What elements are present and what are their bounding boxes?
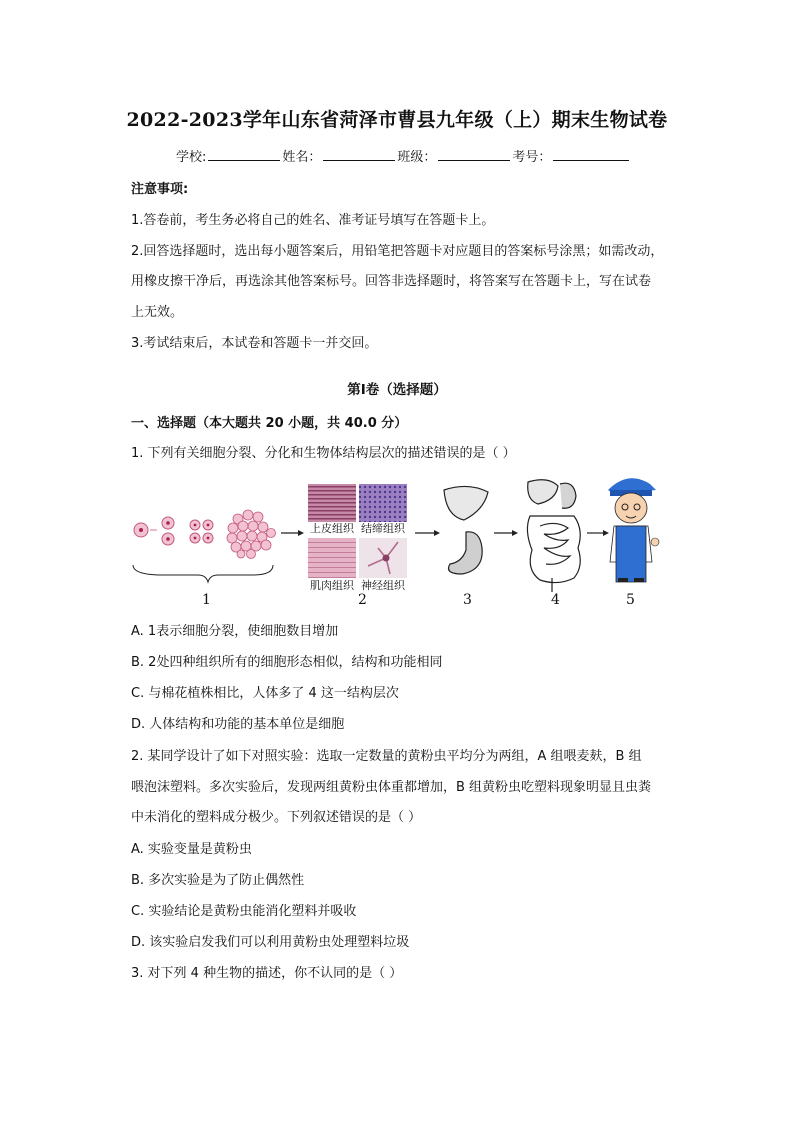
note-line: 上无效。	[131, 305, 184, 320]
connective-tissue-image	[359, 484, 407, 522]
figure-label-2: 2	[358, 592, 367, 608]
question-2-stem-line: 2. 某同学设计了如下对照实验：选取一定数量的黄粉虫平均分为两组，A 组喂麦麸，B 组	[131, 749, 642, 764]
cell-division-icon	[134, 510, 276, 559]
class-blank[interactable]	[438, 148, 510, 161]
brace-icon	[133, 565, 273, 582]
note-line: 2.回答选择题时，选出每小题答案后，用铅笔把答题卡对应题目的答案标号涂黑；如需改动，	[131, 244, 664, 259]
question-2-option-d: D. 该实验启发我们可以利用黄粉虫处理塑料垃圾	[131, 935, 410, 950]
page-title: 2022-2023学年山东省菏泽市曹县九年级（上）期末生物试卷	[126, 109, 668, 131]
notes-heading: 注意事项:	[131, 182, 189, 197]
muscle-tissue-image	[308, 538, 356, 578]
question-1-option-b: B. 2处四种组织所有的细胞形态相似，结构和功能相同	[131, 655, 443, 670]
epithelial-tissue-image	[308, 484, 356, 522]
exam-no-blank[interactable]	[553, 148, 629, 161]
school-label: 学校:	[176, 150, 207, 165]
question-1-option-d: D. 人体结构和功能的基本单位是细胞	[131, 717, 345, 732]
question-2-stem-line: 中未消化的塑料成分极少。下列叙述错误的是（ ）	[131, 810, 422, 825]
figure-label-4: 4	[551, 592, 560, 608]
note-line: 用橡皮擦干净后，再选涂其他答案标号。回答非选择题时，将答案写在答题卡上，写在试卷	[131, 274, 652, 289]
tissue-label-nerve: 神经组织	[361, 579, 405, 592]
school-blank[interactable]	[208, 148, 280, 161]
question-1-option-c: C. 与棉花植株相比，人体多了 4 这一结构层次	[131, 686, 399, 701]
part-heading: 一、选择题（本大题共 20 小题，共 40.0 分）	[131, 416, 408, 431]
organ-icon	[444, 486, 488, 574]
exam-no-label: 考号：	[512, 150, 552, 165]
class-label: 班级：	[397, 150, 437, 165]
name-label: 姓名：	[282, 150, 322, 165]
question-2-option-a: A. 实验变量是黄粉虫	[131, 842, 252, 857]
note-line: 1.答卷前，考生务必将自己的姓名、准考证号填写在答题卡上。	[131, 213, 495, 228]
question-2-option-b: B. 多次实验是为了防止偶然性	[131, 873, 305, 888]
figure-label-1: 1	[202, 592, 211, 608]
figure-label-3: 3	[463, 592, 472, 608]
name-blank[interactable]	[323, 148, 395, 161]
question-1-figure	[128, 470, 668, 610]
tissue-label-muscle: 肌肉组织	[310, 579, 354, 592]
figure-label-5: 5	[626, 592, 635, 608]
question-1-stem: 1. 下列有关细胞分裂、分化和生物体结构层次的描述错误的是（ ）	[131, 446, 516, 461]
tissue-label-connective: 结缔组织	[361, 522, 405, 535]
question-3-stem: 3. 对下列 4 种生物的描述，你不认同的是（ ）	[131, 966, 403, 981]
digestive-system-icon	[527, 480, 580, 592]
tissue-label-epithelial: 上皮组织	[310, 522, 354, 535]
question-2-stem-line: 喂泡沫塑料。多次实验后，发现两组黄粉虫体重都增加，B 组黄粉虫吃塑料现象明显且虫粪	[131, 780, 652, 795]
question-2-option-c: C. 实验结论是黄粉虫能消化塑料并吸收	[131, 904, 357, 919]
note-line: 3.考试结束后，本试卷和答题卡一并交回。	[131, 336, 378, 351]
section-title: 第Ⅰ卷（选择题）	[347, 382, 447, 398]
question-1-option-a: A. 1表示细胞分裂，使细胞数目增加	[131, 624, 339, 639]
student-info-row	[176, 146, 631, 165]
person-icon	[608, 478, 659, 582]
